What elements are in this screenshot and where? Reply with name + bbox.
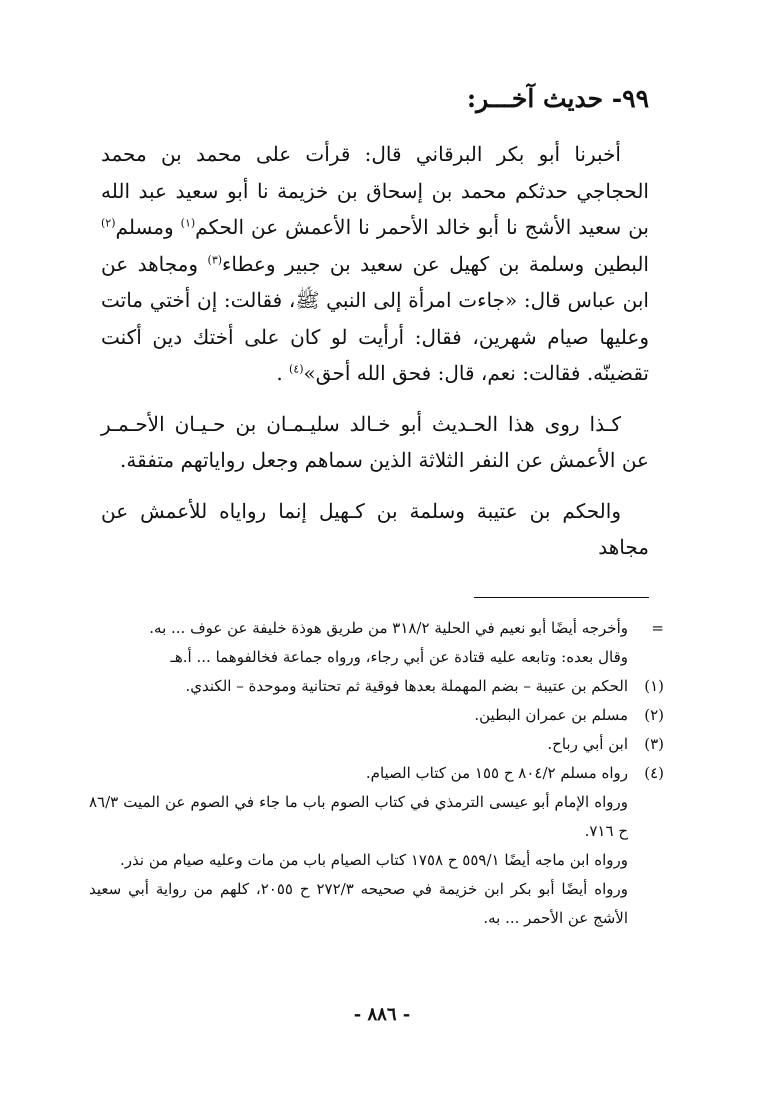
footnote-separator [474,597,649,598]
main-text [101,136,649,566]
text-segment: . [276,361,290,385]
footnotes [89,614,664,933]
footnote-ref-1[interactable]: (١) [180,216,196,230]
footnote-text: ابن أبي رباح. [547,735,628,753]
footnote-ref-3[interactable]: (٣) [207,252,223,266]
footnote-number: (٤) [644,764,664,782]
footnote-text: مسلم بن عمران البطين. [474,706,628,724]
paragraph-continuation: والحكم بن عتيبة وسلمة بن كـهيل إنما رواياه للأعمش عن مجاهد [101,498,649,559]
footnote-text: وأخرجه أيضًا أبو نعيم في الحلية ٣١٨/٢ من طريق هوذة خليفة عن عوف ... به. [149,619,628,637]
footnote-3 [89,730,664,759]
footnote-text: الحكم بن عتيبة – بضم المهملة بعدها فوقية ثم تحتانية وموحدة – الكندي. [185,677,628,695]
text-segment: ومجاهد عن ابن عباس قال: «جاءت امرأة إلى النبي ﷺ، فقالت: إن أختي ماتت وعليها صيام شهرين، فقال: أرأيت لو كان على أختك دين أكنت تقضينّه. فقالت: نعم، قال: فحق الله أحق» [101,251,649,385]
footnote-continued [89,614,664,643]
footnote-4-extra: ورواه أيضًا أبو بكر ابن خزيمة في صحيحه ٢٧٢/٣ ح ٢٠٥٥، كلهم من رواية أبي سعيد الأشج عن الأحمر ... به. [89,880,629,927]
hadith-heading: ٩٩- حديث آخـــر: [466,84,649,113]
footnote-4-extra: ورواه ابن ماجه أيضًا ٥٥٩/١ ح ١٧٥٨ كتاب الصيام باب من مات وعليه صيام من نذر. [120,851,628,869]
footnote-text: رواه مسلم ٨٠٤/٢ ح ١٥٥ من كتاب الصيام. [365,764,628,782]
footnote-number: (١) [644,677,664,695]
footnote-text: وقال بعده: وتابعه عليه قتادة عن أبي رجاء، ورواه جماعة فخالفوهما ... أ.هـ [170,648,628,666]
text-segment: أخبرنا أبو بكر البرقاني قال: قرأت على محمد بن محمد الحجاجي حدثكم محمد بن إسحاق بن خزيمة نا أبو سعيد عبد الله بن سعيد الأشج نا أبو خالد الأحمر نا الأعمش عن الحكم [101,142,649,239]
footnote-ref-2[interactable]: (٢) [101,216,116,230]
paragraph-commentary: كـذا روى هذا الحـديث أبو خـالد سليـمـان بن حـيـان الأحـمـر عن الأعمش عن النفر الثلاثة الذين سماهم وجعل رواياتهم متفقة. [101,411,649,472]
text-segment: البطين وسلمة بن كهيل عن سعيد بن جبير وعطاء [222,251,649,276]
footnote-number: (٢) [644,706,664,724]
paragraph-isnad [101,136,649,392]
text-segment: ومسلم [115,215,181,239]
footnote-number: (٣) [644,735,664,753]
footnote-1 [89,672,664,701]
footnote-ref-4[interactable]: (٤) [289,362,304,376]
footnote-4 [89,759,664,788]
footnote-4-extra: ورواه الإمام أبو عيسى الترمذي في كتاب الصوم باب ما جاء في الصوم عن الميت ٨٦/٣ ح ٧١٦. [89,793,628,840]
footnote-2 [89,701,664,730]
continuation-mark: = [651,619,664,637]
page-number: - ٨٨٦ - [353,1004,411,1025]
